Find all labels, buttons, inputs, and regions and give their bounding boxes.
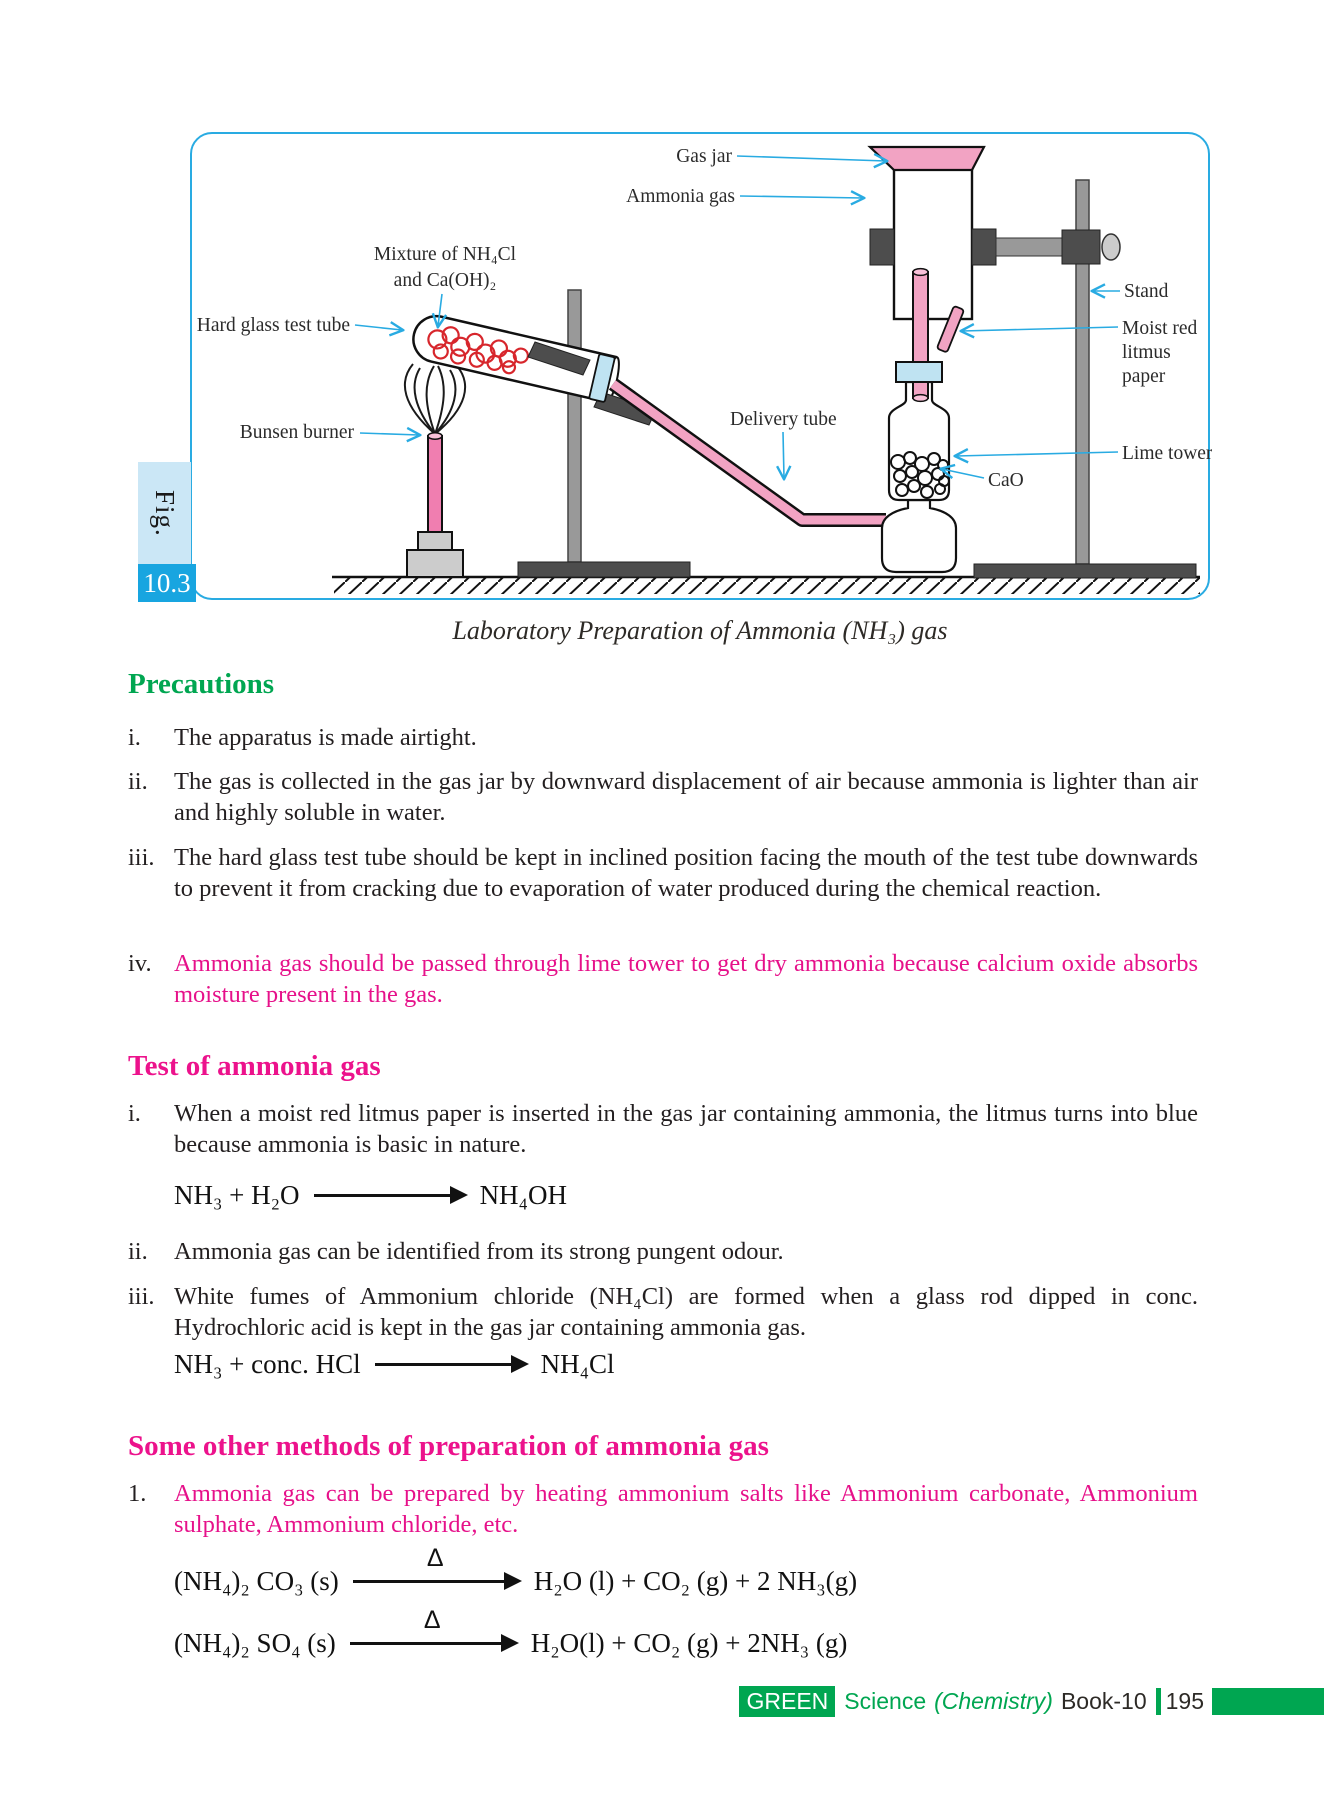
page-footer (739, 1686, 1324, 1717)
test-item-3 (128, 1281, 1198, 1380)
moist-red-label-line3: paper (1122, 366, 1166, 387)
equation-nh3-h2o (174, 1180, 567, 1211)
footer-series: Science (844, 1688, 927, 1714)
test-item-1 (128, 1098, 1198, 1160)
burner-barrel (428, 436, 442, 532)
equation-nh3-hcl (174, 1349, 1198, 1380)
brand-badge: GREEN (739, 1686, 835, 1717)
precaution-item-4 (128, 948, 1198, 1010)
burner-base (407, 550, 463, 577)
item-marker: iii. (128, 1283, 155, 1310)
footer-subject: (Chemistry) (934, 1688, 1053, 1714)
precautions-heading: Precautions (128, 668, 275, 700)
ground-hatching (334, 578, 1200, 594)
item-marker: 1. (128, 1480, 147, 1507)
equation-lhs: NH₃ + H₂O (174, 1180, 300, 1210)
item-text: Ammonia gas should be passed through lime tower to get dry ammonia because calcium oxide absorbs moisture present in the gas. (174, 950, 1198, 1008)
item-text: White fumes of Ammonium chloride (NH₄Cl) are formed when a glass rod dipped in conc. Hydrochloric acid is kept in the gas jar containing ammonia gas. (174, 1283, 1198, 1341)
item-marker: i. (128, 1100, 141, 1127)
item-marker: iv. (128, 950, 152, 977)
equation-rhs: NH₄Cl (540, 1349, 615, 1379)
reaction-arrow (314, 1194, 464, 1197)
hard-glass-test-tube-label: Hard glass test tube (196, 315, 350, 336)
footer-end-bar (1212, 1688, 1324, 1715)
precaution-item-3 (128, 842, 1198, 904)
bunsen-burner-label: Bunsen burner (239, 422, 354, 443)
equation-lhs: (NH₄)₂ SO₄ (s) (174, 1628, 336, 1658)
lime-tower-bulb (882, 500, 956, 572)
equation-rhs: H₂O(l) + CO₂ (g) + 2NH₃ (g) (530, 1628, 848, 1658)
item-marker: i. (128, 724, 141, 751)
equation-rhs: NH₄OH (479, 1180, 567, 1210)
equation-ammonium-sulphate (174, 1606, 848, 1659)
delivery-tube (613, 384, 886, 520)
item-marker: iii. (128, 844, 155, 871)
clamp-knob (1102, 234, 1120, 260)
lime-tower-label: Lime tower (1122, 443, 1212, 464)
burner-collar (418, 532, 452, 550)
ammonia-gas-label: Ammonia gas (626, 186, 735, 207)
cao-label: CaO (988, 470, 1024, 491)
hard-glass-test-tube (409, 312, 622, 404)
gas-jar (894, 169, 972, 319)
item-text: The apparatus is made airtight. (174, 724, 477, 751)
reaction-arrow-heated (350, 1606, 515, 1645)
page-number: 195 (1165, 1688, 1204, 1714)
reaction-arrow (375, 1363, 525, 1366)
apparatus-diagram (192, 134, 1212, 598)
clamp-boss (1062, 230, 1100, 264)
bunsen-burner (405, 364, 465, 577)
footer-divider (1156, 1688, 1161, 1715)
test-tube-stand-base (518, 562, 690, 577)
clamp-arm (996, 238, 1066, 256)
lime-tower (882, 382, 956, 572)
item-text: Ammonia gas can be prepared by heating ammonium salts like Ammonium carbonate, Ammonium sulphate, Ammonium chloride, etc. (174, 1480, 1198, 1538)
jar-funnel (870, 147, 984, 170)
stand-base (974, 564, 1196, 578)
test-heading: Test of ammonia gas (128, 1050, 381, 1082)
precaution-item-1 (128, 722, 1198, 753)
moist-red-label-line2: litmus (1122, 342, 1171, 363)
test-tube-stand-rod (568, 290, 581, 562)
equation-ammonium-carbonate (174, 1544, 858, 1597)
moist-red-label-line1: Moist red (1122, 318, 1198, 339)
delivery-tube-label: Delivery tube (730, 409, 837, 430)
test-item-2 (128, 1236, 1198, 1267)
figure-tab-label: Fig. (150, 489, 180, 537)
item-text: Ammonia gas can be identified from its strong pungent odour. (174, 1238, 784, 1265)
equation-rhs: H₂O (l) + CO₂ (g) + 2 NH₃(g) (533, 1566, 858, 1596)
equation-lhs: (NH₄)₂ CO₃ (s) (174, 1566, 339, 1596)
gas-jar-label: Gas jar (676, 146, 732, 167)
figure-caption: Laboratory Preparation of Ammonia (NH₃) gas (452, 616, 948, 645)
delta-symbol: Δ (423, 1606, 441, 1634)
figure-tab (138, 462, 191, 564)
lime-tower-cork (896, 362, 942, 382)
figure-box (190, 132, 1210, 600)
item-text-wrap (174, 1281, 1198, 1380)
item-text: When a moist red litmus paper is inserted in the gas jar containing ammonia, the litmus turns into blue because ammonia is basic in nature. (174, 1100, 1198, 1158)
figure-number-badge: 10.3 (138, 564, 196, 602)
methods-heading: Some other methods of preparation of ammonia gas (128, 1430, 769, 1462)
item-marker: ii. (128, 768, 148, 795)
methods-item-1 (128, 1478, 1198, 1540)
equation-lhs: NH₃ + conc. HCl (174, 1349, 361, 1379)
jar-clamp-right (972, 229, 996, 265)
diagram-labels (197, 146, 1212, 491)
item-text: The gas is collected in the gas jar by downward displacement of air because ammonia is lighter than air and highly soluble in water. (174, 768, 1198, 826)
mixture-label-line1: Mixture of NH₄Cl (373, 244, 517, 265)
precaution-item-2 (128, 766, 1198, 828)
item-text: The hard glass test tube should be kept in inclined position facing the mouth of the test tube downwards to prevent it from cracking due to evaporation of water produced during the chemical reaction. (174, 844, 1198, 902)
item-marker: ii. (128, 1238, 148, 1265)
footer-book: Book-10 (1060, 1688, 1147, 1714)
jar-clamp-left (870, 229, 894, 265)
stand-label: Stand (1124, 281, 1169, 302)
delta-symbol: Δ (426, 1544, 444, 1572)
mixture-label-line2: and Ca(OH)₂ (393, 270, 497, 291)
reaction-arrow-heated (353, 1544, 518, 1583)
